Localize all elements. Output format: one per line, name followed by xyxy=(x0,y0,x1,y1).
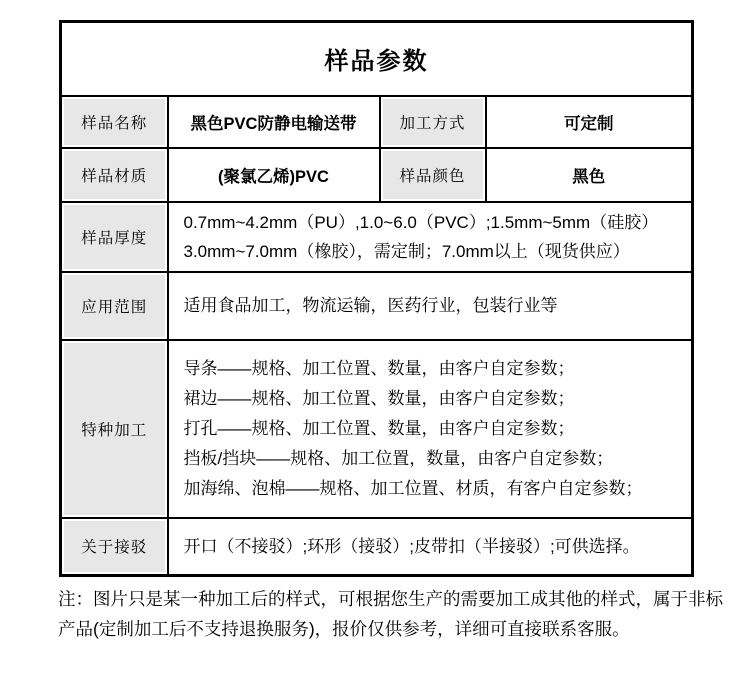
footnote xyxy=(58,584,723,644)
application-scope-label: 应用范围 xyxy=(61,272,168,340)
sample-name-value: 黑色PVC防静电输送带 xyxy=(168,96,380,148)
footnote-line: 注：图片只是某一种加工后的样式，可根据您生产的需要加工成其他的样式，属于非标 xyxy=(58,589,723,609)
special-processing-label: 特种加工 xyxy=(61,340,168,518)
special-processing-line: 挡板/挡块——规格、加工位置，数量，由客户自定参数； xyxy=(183,448,614,468)
sample-parameters-table xyxy=(59,20,694,577)
thickness-line: 0.7mm~4.2mm（PU）,1.0~6.0（PVC）;1.5mm~5mm（硅胶） xyxy=(183,212,659,232)
application-scope-row xyxy=(61,272,693,340)
sample-name-row xyxy=(61,96,693,148)
special-processing-value xyxy=(168,340,693,518)
special-processing-line: 裙边——规格、加工位置、数量，由客户自定参数； xyxy=(183,388,575,408)
sample-material-row xyxy=(61,148,693,202)
sample-material-label: 样品材质 xyxy=(61,148,168,202)
sample-color-label: 样品颜色 xyxy=(380,148,486,202)
splicing-line: 开口（不接驳）;环形（接驳）;皮带扣（半接驳）;可供选择。 xyxy=(183,536,640,556)
table-title: 样品参数 xyxy=(61,22,693,96)
application-scope-line: 适用食品加工，物流运输，医药行业，包装行业等 xyxy=(183,296,558,315)
sample-thickness-value xyxy=(168,202,693,272)
sample-thickness-row xyxy=(61,202,693,272)
application-scope-value xyxy=(168,272,693,340)
processing-method-value: 可定制 xyxy=(486,96,693,148)
special-processing-line: 加海绵、泡棉——规格、加工位置、材质，有客户自定参数； xyxy=(183,478,643,498)
special-processing-line: 打孔——规格、加工位置、数量，由客户自定参数； xyxy=(183,418,575,438)
splicing-value xyxy=(168,518,693,576)
splicing-row xyxy=(61,518,693,576)
special-processing-line: 导条——规格、加工位置、数量，由客户自定参数； xyxy=(183,358,575,378)
processing-method-label: 加工方式 xyxy=(380,96,486,148)
footnote-line: 产品(定制加工后不支持退换服务)，报价仅供参考，详细可直接联系客服。 xyxy=(58,619,630,639)
sample-material-value: (聚氯乙烯)PVC xyxy=(168,148,380,202)
splicing-label: 关于接驳 xyxy=(61,518,168,576)
sample-name-label: 样品名称 xyxy=(61,96,168,148)
title-row xyxy=(61,22,693,96)
special-processing-row xyxy=(61,340,693,518)
sample-thickness-label: 样品厚度 xyxy=(61,202,168,272)
sample-color-value: 黑色 xyxy=(486,148,693,202)
thickness-line: 3.0mm~7.0mm（橡胶），需定制；7.0mm以上（现货供应） xyxy=(183,241,630,261)
